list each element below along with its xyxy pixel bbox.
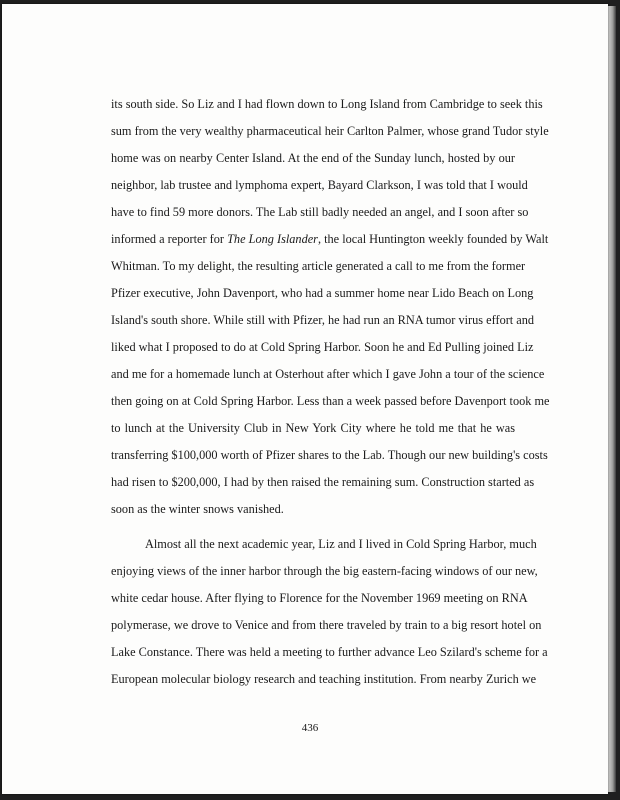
text-line: enjoying views of the inner harbor through the big eastern-facing windows of our new, <box>111 564 538 578</box>
text-line: home was on nearby Center Island. At the end of the Sunday lunch, hosted by our <box>111 151 515 165</box>
text-line: Island's south shore. While still with Pfizer, he had run an RNA tumor virus effort and <box>111 313 535 327</box>
text-line: sum from the very wealthy pharmaceutical heir Carlton Palmer, whose grand Tudor style <box>111 124 549 138</box>
text-line: neighbor, lab trustee and lymphoma expert, Bayard Clarkson, I was told that I would <box>111 178 528 192</box>
text-line: Pfizer executive, John Davenport, who had a summer home near Lido Beach on Long <box>111 286 534 300</box>
page-number: 436 <box>301 722 319 734</box>
page-edge <box>608 6 616 792</box>
text-line: European molecular biology research and teaching institution. From nearby Zurich we <box>111 672 537 686</box>
text-line: have to find 59 more donors. The Lab still badly needed an angel, and I soon after so <box>111 205 529 219</box>
text-line: polymerase, we drove to Venice and from there traveled by train to a big resort hotel on <box>111 618 542 632</box>
text-line: liked what I proposed to do at Cold Spring Harbor. Soon he and Ed Pulling joined Liz <box>111 340 534 354</box>
text-line: Almost all the next academic year, Liz and I lived in Cold Spring Harbor, much <box>145 537 537 551</box>
text-line: then going on at Cold Spring Harbor. Less than a week passed before Davenport took me <box>111 394 550 408</box>
text-line: had risen to $200,000, I had by then raised the remaining sum. Construction started as <box>111 475 535 489</box>
text-segment: , the local Huntington weekly founded by Walt <box>317 232 549 246</box>
text-line <box>111 231 549 247</box>
text-line: white cedar house. After flying to Florence for the November 1969 meeting on RNA <box>111 591 528 605</box>
text-line: transferring $100,000 worth of Pfizer shares to the Lab. Though our new building's costs <box>111 448 548 462</box>
text-line: Lake Constance. There was held a meeting to further advance Leo Szilard's scheme for a <box>111 645 548 659</box>
text-line: and me for a homemade lunch at Osterhout after which I gave John a tour of the science <box>111 367 545 381</box>
document-page <box>2 4 608 794</box>
text-line: to lunch at the University Club in New York City where he told me that he was <box>111 421 515 435</box>
text-line: soon as the winter snows vanished. <box>111 502 284 516</box>
text-segment: informed a reporter for <box>111 232 225 246</box>
text-line: its south side. So Liz and I had flown down to Long Island from Cambridge to seek this <box>111 97 543 111</box>
publication-title: The Long Islander <box>227 232 318 246</box>
text-line: Whitman. To my delight, the resulting article generated a call to me from the former <box>111 259 526 273</box>
